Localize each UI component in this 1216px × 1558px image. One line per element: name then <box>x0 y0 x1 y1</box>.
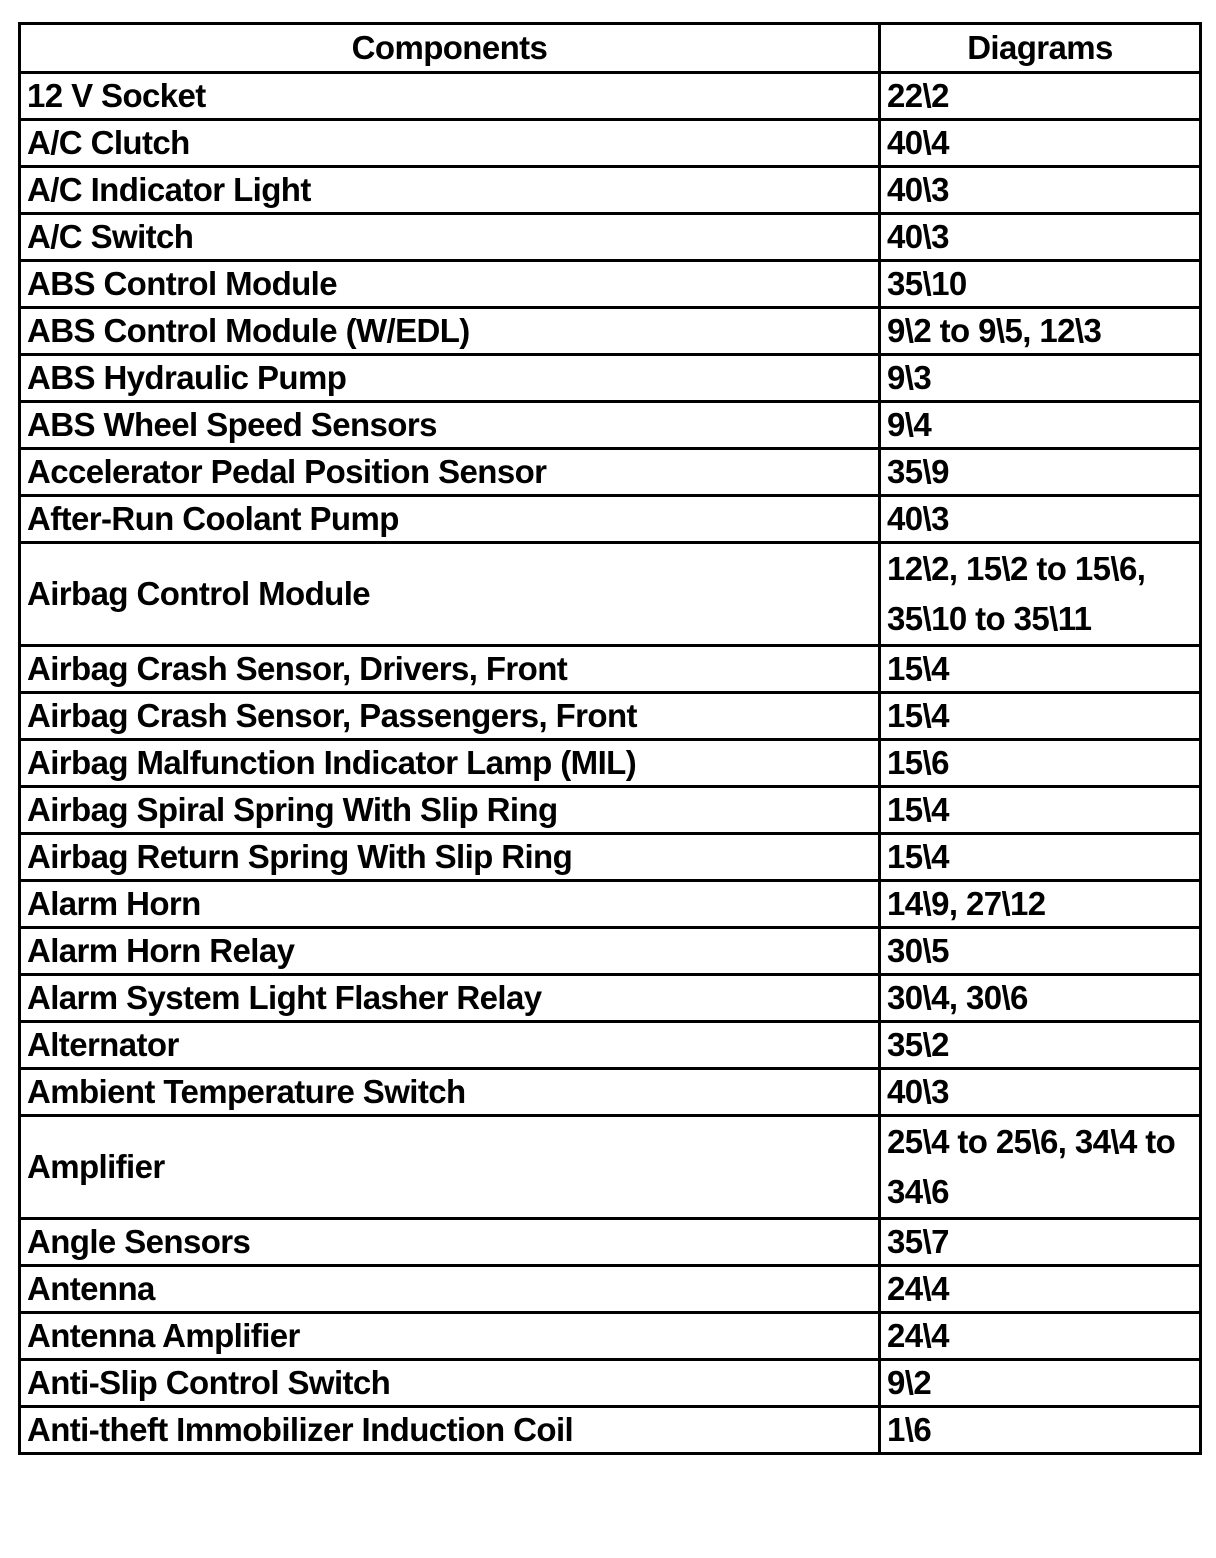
component-cell: Airbag Crash Sensor, Drivers, Front <box>20 646 880 693</box>
diagram-cell: 40\3 <box>880 214 1201 261</box>
component-cell: Airbag Malfunction Indicator Lamp (MIL) <box>20 740 880 787</box>
diagram-cell: 24\4 <box>880 1313 1201 1360</box>
component-cell: Alarm Horn Relay <box>20 928 880 975</box>
table-row <box>20 787 1201 834</box>
diagram-cell: 15\4 <box>880 787 1201 834</box>
table-row <box>20 881 1201 928</box>
table-row <box>20 1313 1201 1360</box>
diagram-cell: 15\4 <box>880 693 1201 740</box>
table-row <box>20 1116 1201 1219</box>
table-row <box>20 120 1201 167</box>
diagram-cell: 15\4 <box>880 834 1201 881</box>
component-cell: Ambient Temperature Switch <box>20 1069 880 1116</box>
table-row <box>20 355 1201 402</box>
diagram-cell: 9\4 <box>880 402 1201 449</box>
diagram-cell: 14\9, 27\12 <box>880 881 1201 928</box>
diagram-cell: 40\3 <box>880 167 1201 214</box>
component-cell: Antenna <box>20 1266 880 1313</box>
component-cell: Accelerator Pedal Position Sensor <box>20 449 880 496</box>
component-cell: A/C Indicator Light <box>20 167 880 214</box>
diagram-cell: 35\9 <box>880 449 1201 496</box>
diagram-cell: 35\7 <box>880 1219 1201 1266</box>
component-index-table <box>18 22 1202 1455</box>
diagram-cell: 9\2 to 9\5, 12\3 <box>880 308 1201 355</box>
component-cell: Anti-theft Immobilizer Induction Coil <box>20 1407 880 1454</box>
table-row <box>20 214 1201 261</box>
components-header: Components <box>20 24 880 73</box>
table-row <box>20 543 1201 646</box>
component-cell: ABS Wheel Speed Sensors <box>20 402 880 449</box>
component-cell: Alarm System Light Flasher Relay <box>20 975 880 1022</box>
component-cell: ABS Hydraulic Pump <box>20 355 880 402</box>
table-row <box>20 261 1201 308</box>
diagram-cell: 9\2 <box>880 1360 1201 1407</box>
diagram-cell: 40\4 <box>880 120 1201 167</box>
table-row <box>20 1069 1201 1116</box>
component-cell: ABS Control Module <box>20 261 880 308</box>
component-cell: ABS Control Module (W/EDL) <box>20 308 880 355</box>
component-cell: 12 V Socket <box>20 73 880 120</box>
diagram-cell: 12\2, 15\2 to 15\6, 35\10 to 35\11 <box>880 543 1201 646</box>
diagram-cell: 15\4 <box>880 646 1201 693</box>
table-row <box>20 1360 1201 1407</box>
component-cell: Amplifier <box>20 1116 880 1219</box>
component-cell: Antenna Amplifier <box>20 1313 880 1360</box>
diagram-cell: 30\5 <box>880 928 1201 975</box>
header-row <box>20 24 1201 73</box>
diagram-cell: 1\6 <box>880 1407 1201 1454</box>
table-row <box>20 449 1201 496</box>
table-row <box>20 308 1201 355</box>
table-row <box>20 834 1201 881</box>
table-row <box>20 975 1201 1022</box>
diagram-cell: 9\3 <box>880 355 1201 402</box>
diagram-cell: 22\2 <box>880 73 1201 120</box>
table-row <box>20 928 1201 975</box>
diagram-cell: 35\10 <box>880 261 1201 308</box>
table-row <box>20 496 1201 543</box>
table-row <box>20 73 1201 120</box>
table-row <box>20 1266 1201 1313</box>
diagram-cell: 30\4, 30\6 <box>880 975 1201 1022</box>
component-cell: Airbag Crash Sensor, Passengers, Front <box>20 693 880 740</box>
component-cell: After-Run Coolant Pump <box>20 496 880 543</box>
component-cell: Alternator <box>20 1022 880 1069</box>
table-row <box>20 1407 1201 1454</box>
component-cell: Anti-Slip Control Switch <box>20 1360 880 1407</box>
diagram-cell: 24\4 <box>880 1266 1201 1313</box>
component-cell: Alarm Horn <box>20 881 880 928</box>
diagram-cell: 40\3 <box>880 1069 1201 1116</box>
component-cell: Airbag Return Spring With Slip Ring <box>20 834 880 881</box>
diagram-cell: 25\4 to 25\6, 34\4 to 34\6 <box>880 1116 1201 1219</box>
diagram-cell: 35\2 <box>880 1022 1201 1069</box>
diagram-cell: 15\6 <box>880 740 1201 787</box>
table-body <box>20 73 1201 1454</box>
component-cell: Airbag Spiral Spring With Slip Ring <box>20 787 880 834</box>
table-row <box>20 693 1201 740</box>
table-row <box>20 646 1201 693</box>
component-cell: A/C Switch <box>20 214 880 261</box>
component-cell: A/C Clutch <box>20 120 880 167</box>
diagrams-header: Diagrams <box>880 24 1201 73</box>
table-row <box>20 167 1201 214</box>
table-row <box>20 740 1201 787</box>
diagram-cell: 40\3 <box>880 496 1201 543</box>
table-row <box>20 402 1201 449</box>
table-row <box>20 1219 1201 1266</box>
component-cell: Airbag Control Module <box>20 543 880 646</box>
table-row <box>20 1022 1201 1069</box>
component-cell: Angle Sensors <box>20 1219 880 1266</box>
